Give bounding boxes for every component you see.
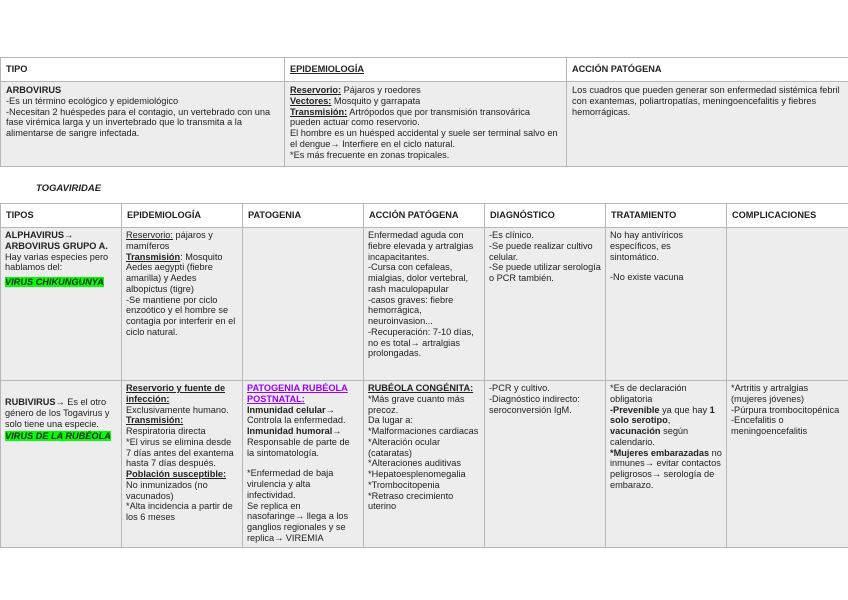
baja-virulencia-text: *Enfermedad de baja virulencia y alta infectividad. [247, 468, 334, 500]
inmunidad-humoral-text: Responsable de parte de la sintomatología. [247, 436, 350, 458]
vacunacion-label: vacunación [610, 426, 661, 437]
arbovirus-title: ARBOVIRUS [6, 85, 62, 95]
alphavirus-tipo-cell [1, 228, 122, 381]
rubivirus-tratamiento-cell [606, 381, 727, 548]
transmision-text: Artrópodos que por transmisión transovárica pueden actuar como reservorio. [290, 106, 531, 128]
vectores-text: Mosquito y garrapata [331, 95, 421, 106]
rubi-comp-line-1: *Artritis y artralgias (mujeres jóvenes) [731, 383, 809, 404]
rubi-comp-line-3: -Encefalitis o meningoencefalitis [731, 415, 808, 437]
serotipo-sep: , [667, 415, 671, 426]
reservorio-fuente-text: Exclusivamente humano. [126, 404, 229, 415]
arbovirus-line-1: -Es un término ecológico y epidemiológico [6, 95, 179, 106]
patogenia-rubeola-title: PATOGENIA RUBÉOLA POSTNATAL: [247, 383, 348, 404]
rubi-accion-line-8: *Retraso crecimiento uterino [368, 490, 454, 512]
rubivirus-accion-cell [364, 381, 485, 548]
reservorio-label: Reservorio: [290, 85, 342, 95]
serotipo-label: 1 solo serotipo [610, 404, 715, 426]
header-epidemiologia: EPIDEMIOLOGÍA [122, 204, 243, 228]
rubi-accion-line-4: *Alteración ocular (cataratas) [368, 436, 441, 458]
transmision-label: Transmisión: [290, 106, 348, 117]
alpha-trat-line-3: -No existe vacuna [610, 272, 684, 283]
rubi-accion-line-7: *Trombocitopenia [368, 479, 440, 490]
header-tipo: TIPO [1, 58, 285, 82]
rubi-transmision-text: Respiratoria directa [126, 426, 206, 437]
header-accion-patogena: ACCIÓN PATÓGENA [364, 204, 485, 228]
alta-incidencia-text: *Alta incidencia a partir de los 6 meses [126, 501, 233, 523]
header-accion-patogena: ACCIÓN PATÓGENA [567, 58, 848, 82]
reservorio-fuente-heading: Reservorio y fuente de infección: [126, 383, 226, 404]
alphavirus-accion-cell [364, 228, 485, 381]
rubi-accion-line-1: *Más grave cuanto más precoz. [368, 393, 465, 415]
alpha-accion-line-2: -Cursa con cefaleas, mialgias, dolor vertebral, rash maculopapular [368, 262, 469, 294]
declaracion-obligatoria-text: *Es de declaración obligatoria [610, 383, 687, 404]
alpha-diag-line-2: -Se puede realizar cultivo celular. [489, 240, 593, 262]
arbovirus-epidemiologia-cell [285, 82, 567, 167]
rubi-eliminacion-text: *El virus se elimina desde 7 días antes del exantema hasta 7 días después. [126, 436, 234, 469]
arbovirus-tipo-cell [1, 82, 285, 167]
alphavirus-tratamiento-cell [606, 228, 727, 381]
arbovirus-accion-cell: Los cuadros que pueden generar son enfermedad sistémica febril con exantemas, poliartropatías, meningoencefalitis y fiebres hemorrágicas. [567, 82, 848, 167]
header-tratamiento: TRATAMIENTO [606, 204, 727, 228]
rubi-diag-line-2: -Diagnóstico indirecto: seroconversión IgM. [489, 393, 580, 415]
vectores-label: Vectores: [290, 95, 332, 106]
header-complicaciones: COMPLICACIONES [727, 204, 848, 228]
header-diagnostico: DIAGNÓSTICO [485, 204, 606, 228]
alpha-transmision-text: : Mosquito Aedes aegypti (fiebre amarilla) y Aedes albopictus (tigre) [126, 251, 223, 294]
alpha-transmision-label: Transmisión [126, 251, 181, 262]
togaviridae-header-row [1, 204, 848, 228]
rubivirus-text: Es el otro género de los Togavirus y solo tiene una especie. [5, 397, 110, 429]
alpha-trat-spacer [610, 262, 722, 272]
rubeola-congenita-title: RUBÉOLA CONGÉNITA: [368, 383, 474, 393]
reservorio-text: Pájaros y roedores [341, 85, 421, 95]
alpha-diag-line-3: -Se puede utilizar serología o PCR también. [489, 262, 601, 284]
alphavirus-row [1, 228, 848, 381]
alpha-accion-line-4: -Recuperación: 7-10 días, no es total→ artralgias prolongadas. [368, 326, 474, 359]
rubi-diag-line-1: -PCR y cultivo. [489, 383, 550, 393]
alpha-reservorio-text: pájaros y mamíferos [126, 230, 213, 251]
rubivirus-patogenia-cell [243, 381, 364, 548]
rubeola-highlight: VIRUS DE LA RUBÉOLA [5, 431, 111, 442]
header-patogenia: PATOGENIA [243, 204, 364, 228]
arbovirus-table [0, 57, 848, 167]
calendario-text: según calendario. [610, 426, 689, 447]
alpha-reservorio-label: Reservorio: [126, 230, 173, 240]
rubi-transmision-heading: Transmisión: [126, 415, 184, 426]
embarazadas-text: no inmunes→ evitar contactos peligrosos→ serología de embarazo. [610, 447, 722, 490]
no-inmunizados-text: No inmunizados (no vacunados) [126, 479, 208, 501]
rubivirus-epidemiologia-cell [122, 381, 243, 548]
prevenible-text: ya que hay [659, 404, 710, 415]
rubi-accion-line-5: *Alteraciones auditivas [368, 458, 461, 469]
alpha-ciclo-text: -Se mantiene por ciclo enzoótico y el hombre se contagia por interferir en el ciclo natural. [126, 294, 236, 337]
rubivirus-complicaciones-cell [727, 381, 848, 548]
togaviridae-table [0, 203, 848, 548]
embarazadas-label: *Mujeres embarazadas [610, 447, 710, 458]
section-title: TOGAVIRIDAE [36, 183, 102, 194]
zonas-tropicales-text: *Es más frecuente en zonas tropicales. [290, 149, 450, 160]
alpha-accion-line-3: -casos graves: fiebre hemorrágica, neuroinvasion... [368, 294, 454, 327]
poblacion-susceptible-heading: Población susceptible: [126, 469, 227, 480]
chikungunya-highlight: VIRUS CHIKUNGUNYA [5, 277, 104, 288]
rubi-accion-line-6: *Hepatoesplenomegalia [368, 469, 466, 480]
alphavirus-title: ALPHAVIRUS→ ARBOVIRUS GRUPO A. [5, 230, 108, 251]
header-tipos: TIPOS [1, 204, 122, 228]
rubivirus-row [1, 381, 848, 548]
huesped-accidental-text: El hombre es un huésped accidental y suele ser terminal salvo en el dengue→ Interfiere en el ciclo natural. [290, 128, 558, 149]
alpha-accion-line-1: Enfermedad aguda con fiebre elevada y artralgias incapacitantes. [368, 230, 474, 262]
header-epidemiologia: EPIDEMIOLOGÍA [285, 58, 567, 82]
alphavirus-epidemiologia-cell [122, 228, 243, 381]
rubivirus-title: RUBIVIRUS→ [5, 397, 65, 407]
alpha-diag-line-1: -Es clínico. [489, 230, 534, 240]
alphavirus-text: Hay varias especies pero hablamos del: [5, 251, 109, 273]
replicacion-text: Se replica en nasofaringe→ llega a los ganglios regionales y se replica→ VIREMIA [247, 500, 349, 543]
arbovirus-line-2: -Necesitan 2 huéspedes para el contagio, un vertebrado con una fase virémica larga y un invertebrado que lo transmita a la alimentarse de sangre infectada. [6, 106, 271, 139]
alphavirus-diagnostico-cell [485, 228, 606, 381]
inmunidad-humoral-label: Inmunidad humoral→ [247, 426, 342, 437]
alphavirus-patogenia-cell [243, 228, 364, 381]
rubivirus-diagnostico-cell [485, 381, 606, 548]
prevenible-label: -Prevenible [610, 404, 660, 415]
rubi-comp-line-2: -Púrpura trombocitopénica [731, 404, 840, 415]
inmunidad-celular-text: Controla la enfermedad. [247, 415, 346, 426]
alpha-trat-line-1: No hay antivíricos específicos, es sintomático. [610, 230, 684, 262]
rubi-accion-line-2: Da lugar a: [368, 415, 413, 426]
arbovirus-row [1, 82, 848, 167]
rubivirus-tipo-cell [1, 381, 122, 548]
rubi-accion-line-3: *Malformaciones cardiacas [368, 426, 479, 437]
inmunidad-celular-label: Inmunidad celular→ [247, 404, 335, 415]
arbovirus-header-row [1, 58, 848, 82]
alphavirus-complicaciones-cell [727, 228, 848, 381]
